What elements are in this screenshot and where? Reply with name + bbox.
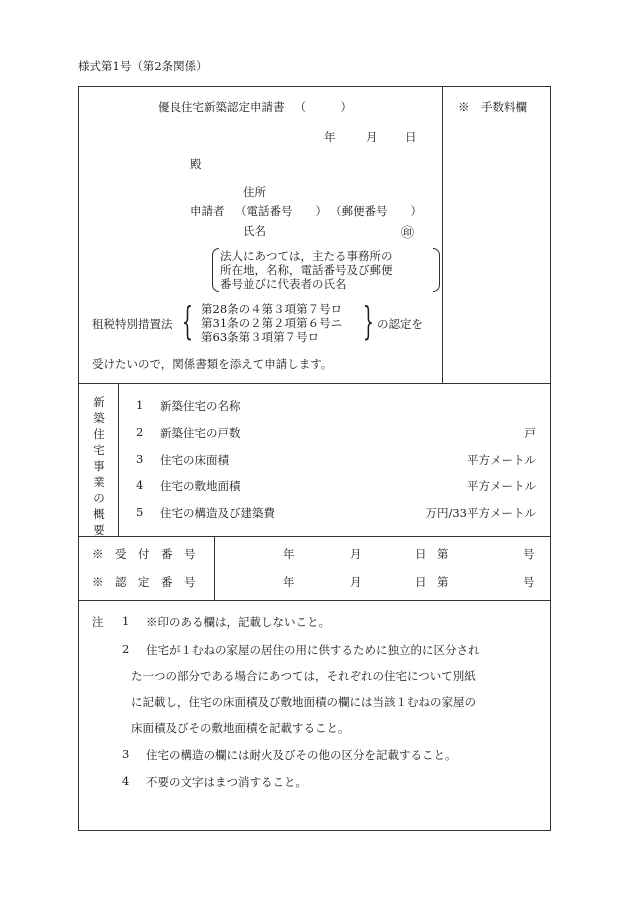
corp-note-line: 所在地，名称，電話番号及び郵便 [220, 263, 393, 277]
open-brace: { [182, 299, 193, 343]
corp-note-close-paren [433, 248, 440, 292]
overview-item-num: 1 [136, 398, 144, 412]
name-label: 氏名 [243, 224, 266, 238]
fee-column-divider [442, 86, 443, 383]
provision-line: 第63条第３項第７号ロ [201, 330, 320, 344]
law-provisions [201, 302, 342, 344]
overview-item-num: 2 [136, 425, 144, 439]
provision-line: 第31条の２第２項第６号ニ [201, 316, 343, 330]
overview-item-label: 新築住宅の戸数 [160, 426, 241, 440]
reception-day: 日 [415, 547, 427, 561]
reception-dai: 第 [437, 547, 449, 561]
note-line: に記載し，住宅の床面積及び敷地面積の欄には当該１むねの家屋の [131, 695, 476, 709]
form-title [158, 99, 352, 115]
law-name: 租税特別措置法 [92, 317, 173, 331]
certification-year: 年 [283, 575, 295, 589]
overview-item-unit: 平方メートル [467, 453, 536, 467]
note-line: ※印のある欄は，記載しないこと。 [146, 615, 330, 629]
overview-item-label: 住宅の床面積 [160, 453, 229, 467]
divider-reception [78, 536, 551, 537]
title-paren: （ ） [294, 100, 352, 114]
close-brace: } [363, 299, 374, 343]
notes-prefix: 注 [92, 615, 104, 629]
reception-month: 月 [350, 547, 362, 561]
note-line: 床面積及びその敷地面積を記載すること。 [131, 721, 350, 735]
postal-label: （郵便番号 ） [330, 204, 422, 218]
note-line: た一つの部分である場合にあつては，それぞれの住宅について別紙 [131, 669, 476, 683]
divider-notes [78, 600, 551, 601]
closing-text: 受けたいので，関係書類を添えて申請します。 [92, 357, 333, 371]
note-num: 3 [122, 747, 130, 761]
overview-item-unit: 戸 [524, 426, 536, 440]
date-year: 年 [324, 130, 336, 144]
seal-mark: ㊞ [401, 226, 415, 241]
corp-note-line: 番号並びに代表者の氏名 [220, 277, 347, 291]
reception-label-divider [214, 536, 215, 600]
phone-label: （電話番号 ） [235, 204, 327, 218]
certification-month: 月 [350, 575, 362, 589]
overview-item-label: 住宅の敷地面積 [160, 479, 241, 493]
note-num: 2 [122, 642, 130, 656]
reception-go: 号 [523, 547, 535, 561]
law-suffix: の認定を [377, 317, 423, 331]
reception-year: 年 [283, 547, 295, 561]
overview-side-label: 新築住宅事業の概要 [93, 395, 105, 537]
note-line: 住宅が１むねの家屋の居住の用に供するために独立的に区分され [146, 643, 480, 657]
title-text: 優良住宅新築認定申請書 [158, 100, 285, 114]
overview-item-num: 5 [136, 505, 144, 519]
addressee-suffix: 殿 [190, 157, 202, 171]
divider-overview [78, 383, 551, 384]
date-day: 日 [405, 130, 417, 144]
corp-note [220, 249, 393, 291]
date-month: 月 [366, 130, 378, 144]
note-num: 4 [122, 774, 130, 788]
address-label: 住所 [243, 185, 266, 199]
overview-item-unit: 万円/33平方メートル [425, 506, 536, 520]
form-number: 様式第1号（第2条関係） [78, 59, 208, 73]
overview-item-unit: 平方メートル [467, 479, 536, 493]
overview-item-num: 3 [136, 452, 144, 466]
corp-note-line: 法人にあつては，主たる事務所の [220, 249, 393, 263]
overview-item-num: 4 [136, 478, 144, 492]
certification-day: 日 [415, 575, 427, 589]
note-line: 不要の文字はまつ消すること。 [146, 775, 307, 789]
note-num: 1 [122, 614, 130, 628]
certification-dai: 第 [437, 575, 449, 589]
certification-label: ※ 認 定 番 号 [92, 575, 196, 589]
overview-item-label: 新築住宅の名称 [160, 399, 241, 413]
overview-label-divider [118, 383, 119, 536]
certification-go: 号 [523, 575, 535, 589]
fee-label: ※ 手数料欄 [458, 100, 527, 114]
note-line: 住宅の構造の欄には耐火及びその他の区分を記載すること。 [146, 748, 457, 762]
corp-note-open-paren [212, 248, 219, 292]
reception-label: ※ 受 付 番 号 [92, 547, 196, 561]
applicant-label: 申請者 [190, 204, 225, 218]
overview-item-label: 住宅の構造及び建築費 [160, 506, 275, 520]
provision-line: 第28条の４第３項第７号ロ [201, 302, 343, 316]
